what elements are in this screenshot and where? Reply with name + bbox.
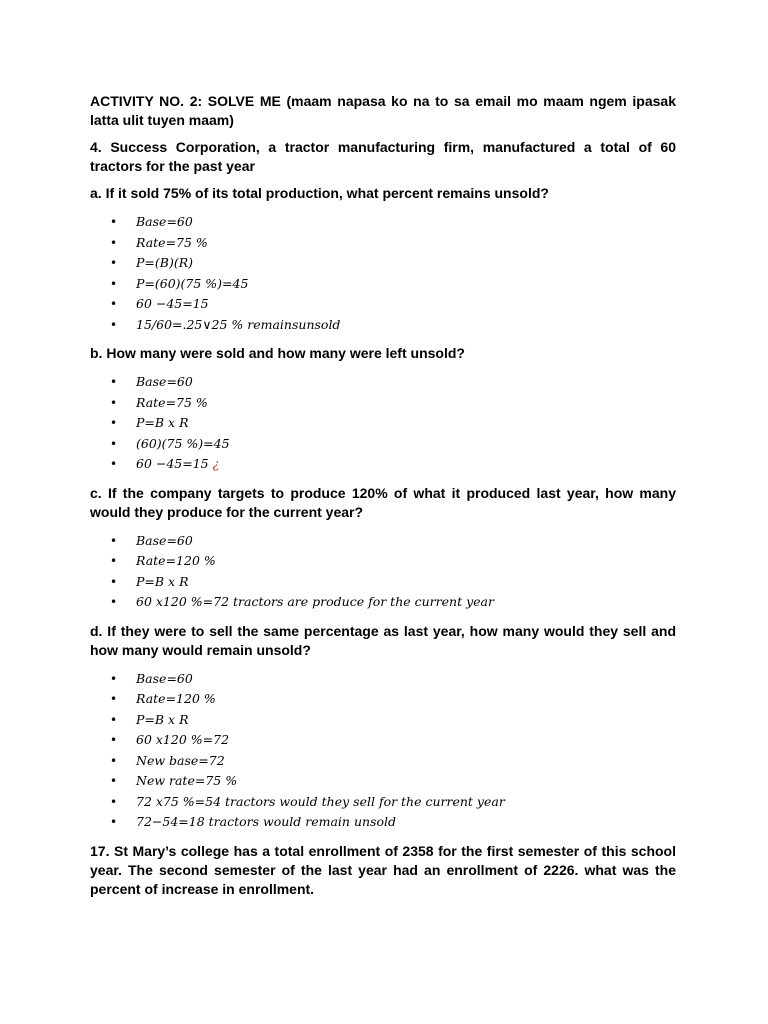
problem-4-statement: 4. Success Corporation, a tractor manufacturing firm, manufactured a total of 60 tractors for the past year xyxy=(90,139,676,174)
solution-b-line: • Base=60 xyxy=(90,372,676,393)
document-content xyxy=(90,92,676,899)
solution-a-line: • Base=60 xyxy=(90,212,676,233)
solution-a-line: • 15/60=.25∨25 % remainsunsold xyxy=(90,315,676,336)
solution-a-list xyxy=(90,212,676,335)
question-c: c. If the company targets to produce 120% of what it produced last year, how many would they produce for the current year? xyxy=(90,484,676,520)
solution-d-line: • 60 x120 %=72 xyxy=(90,730,676,751)
solution-b-line: • P=B x R xyxy=(90,413,676,434)
solution-d-line: • Base=60 xyxy=(90,669,676,690)
inverted-question-mark: ¿ xyxy=(212,456,220,471)
solution-c-line: • P=B x R xyxy=(90,572,676,593)
solution-a-line: • P=(B)(R) xyxy=(90,253,676,274)
solution-d-line: • 72 x75 %=54 tractors would they sell for the current year xyxy=(90,792,676,813)
solution-b-line: • (60)(75 %)=45 xyxy=(90,434,676,455)
solution-b-line: 60 −45=15 xyxy=(136,456,213,471)
solution-c-list xyxy=(90,531,676,613)
solution-d-list xyxy=(90,669,676,833)
activity-title: ACTIVITY NO. 2: SOLVE ME (maam napasa ko na to sa email mo maam ngem ipasak latta ulit tuyen maam) xyxy=(90,93,676,128)
solution-b-line-last xyxy=(90,454,676,475)
solution-d-line: • 72−54=18 tractors would remain unsold xyxy=(90,812,676,833)
question-a: a. If it sold 75% of its total production, what percent remains unsold? xyxy=(90,185,549,201)
solution-d-line: • P=B x R xyxy=(90,710,676,731)
solution-a-line: • P=(60)(75 %)=45 xyxy=(90,274,676,295)
solution-c-line: • Rate=120 % xyxy=(90,551,676,572)
question-d: d. If they were to sell the same percentage as last year, how many would they sell and how many would remain unsold? xyxy=(90,622,676,658)
solution-a-line: • 60 −45=15 xyxy=(90,294,676,315)
question-b: b. How many were sold and how many were left unsold? xyxy=(90,345,465,361)
solution-b-list xyxy=(90,372,676,475)
problem-17-statement: 17. St Mary’s college has a total enrollment of 2358 for the first semester of this school year. The second semester of the last year had an enrollment of 2226. what was the percent of increase in enrollment. xyxy=(90,842,676,897)
solution-c-line: • Base=60 xyxy=(90,531,676,552)
solution-c-line: • 60 x120 %=72 tractors are produce for the current year xyxy=(90,592,676,613)
solution-b-line: • Rate=75 % xyxy=(90,393,676,414)
solution-a-line: • Rate=75 % xyxy=(90,233,676,254)
solution-d-line: • New rate=75 % xyxy=(90,771,676,792)
solution-d-line: • Rate=120 % xyxy=(90,689,676,710)
solution-d-line: • New base=72 xyxy=(90,751,676,772)
